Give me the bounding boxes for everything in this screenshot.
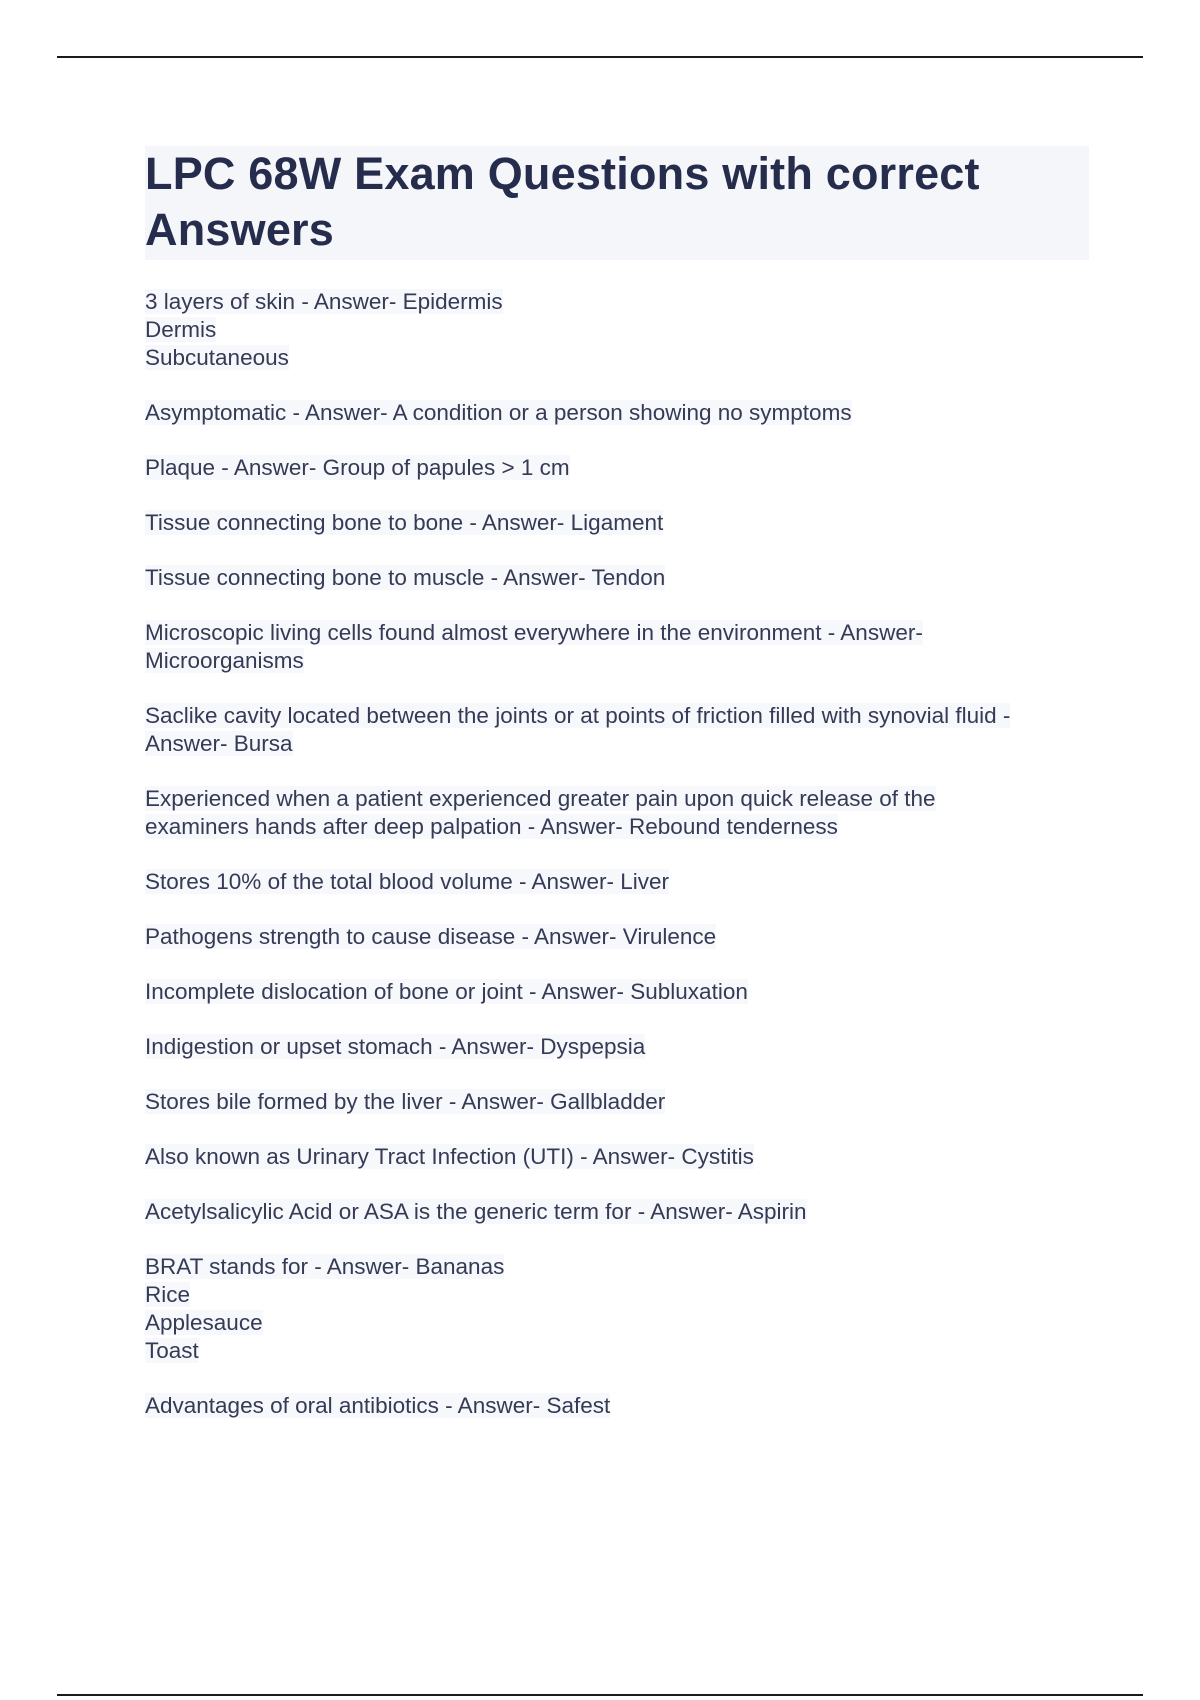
qa-continuation-line [145, 813, 1089, 841]
qa-entry [145, 1033, 1089, 1061]
qa-entry [145, 564, 1089, 592]
top-rule [57, 56, 1143, 58]
qa-line-text: Answer- Bursa [145, 731, 293, 756]
qa-line-text: Indigestion or upset stomach - Answer- Dyspepsia [145, 1034, 646, 1059]
bottom-rule [57, 1694, 1143, 1696]
qa-line-text: Tissue connecting bone to muscle - Answer- Tendon [145, 565, 666, 590]
qa-entry [145, 399, 1089, 427]
qa-question-line [145, 978, 1089, 1006]
qa-line-text: Applesauce [145, 1310, 263, 1335]
qa-entry [145, 509, 1089, 537]
qa-continuation-line [145, 1281, 1089, 1309]
document-body [145, 146, 1089, 1447]
qa-line-text: Rice [145, 1282, 191, 1307]
qa-question-line [145, 923, 1089, 951]
qa-line-text: Microscopic living cells found almost everywhere in the environment - Answer- [145, 620, 923, 645]
qa-line-text: Plaque - Answer- Group of papules > 1 cm [145, 455, 570, 480]
qa-entry [145, 1253, 1089, 1365]
qa-entry [145, 978, 1089, 1006]
qa-line-text: 3 layers of skin - Answer- Epidermis [145, 289, 503, 314]
qa-question-line [145, 564, 1089, 592]
qa-continuation-line [145, 647, 1089, 675]
qa-continuation-line [145, 1309, 1089, 1337]
qa-question-line [145, 1198, 1089, 1226]
qa-line-text: Dermis [145, 317, 217, 342]
qa-entry [145, 619, 1089, 675]
qa-line-text: Tissue connecting bone to bone - Answer- Ligament [145, 510, 664, 535]
qa-entry [145, 868, 1089, 896]
qa-line-text: Also known as Urinary Tract Infection (UTI) - Answer- Cystitis [145, 1144, 754, 1169]
qa-question-line [145, 1088, 1089, 1116]
qa-continuation-line [145, 316, 1089, 344]
qa-line-text: Subcutaneous [145, 345, 289, 370]
qa-entry [145, 1143, 1089, 1171]
qa-line-text: Saclike cavity located between the joints or at points of friction filled with synovial fluid - [145, 703, 1011, 728]
qa-question-line [145, 1392, 1089, 1420]
qa-line-text: Acetylsalicylic Acid or ASA is the generic term for - Answer- Aspirin [145, 1199, 807, 1224]
qa-line-text: Toast [145, 1338, 199, 1363]
qa-line-text: Stores bile formed by the liver - Answer- Gallbladder [145, 1089, 666, 1114]
qa-question-line [145, 288, 1089, 316]
qa-entry [145, 288, 1089, 372]
qa-question-line [145, 868, 1089, 896]
qa-question-line [145, 785, 1089, 813]
qa-entry [145, 1392, 1089, 1420]
qa-line-text: Microorganisms [145, 648, 304, 673]
qa-entry [145, 1198, 1089, 1226]
qa-question-line [145, 619, 1089, 647]
qa-continuation-line [145, 1337, 1089, 1365]
qa-entry [145, 454, 1089, 482]
qa-line-text: Pathogens strength to cause disease - Answer- Virulence [145, 924, 717, 949]
qa-line-text: examiners hands after deep palpation - Answer- Rebound tenderness [145, 814, 838, 839]
qa-question-line [145, 399, 1089, 427]
qa-line-text: Asymptomatic - Answer- A condition or a person showing no symptoms [145, 400, 852, 425]
qa-question-line [145, 509, 1089, 537]
qa-entry [145, 923, 1089, 951]
qa-list [145, 288, 1089, 1420]
qa-continuation-line [145, 344, 1089, 372]
qa-entry [145, 785, 1089, 841]
qa-entry [145, 702, 1089, 758]
qa-entry [145, 1088, 1089, 1116]
qa-question-line [145, 1033, 1089, 1061]
qa-question-line [145, 1143, 1089, 1171]
qa-line-text: Experienced when a patient experienced greater pain upon quick release of the [145, 786, 936, 811]
document-title: LPC 68W Exam Questions with correct Answers [145, 146, 1089, 260]
qa-line-text: Stores 10% of the total blood volume - Answer- Liver [145, 869, 670, 894]
qa-question-line [145, 454, 1089, 482]
qa-line-text: Incomplete dislocation of bone or joint - Answer- Subluxation [145, 979, 748, 1004]
qa-question-line [145, 702, 1089, 730]
qa-continuation-line [145, 730, 1089, 758]
qa-question-line [145, 1253, 1089, 1281]
qa-line-text: Advantages of oral antibiotics - Answer- Safest [145, 1393, 611, 1418]
qa-line-text: BRAT stands for - Answer- Bananas [145, 1254, 505, 1279]
